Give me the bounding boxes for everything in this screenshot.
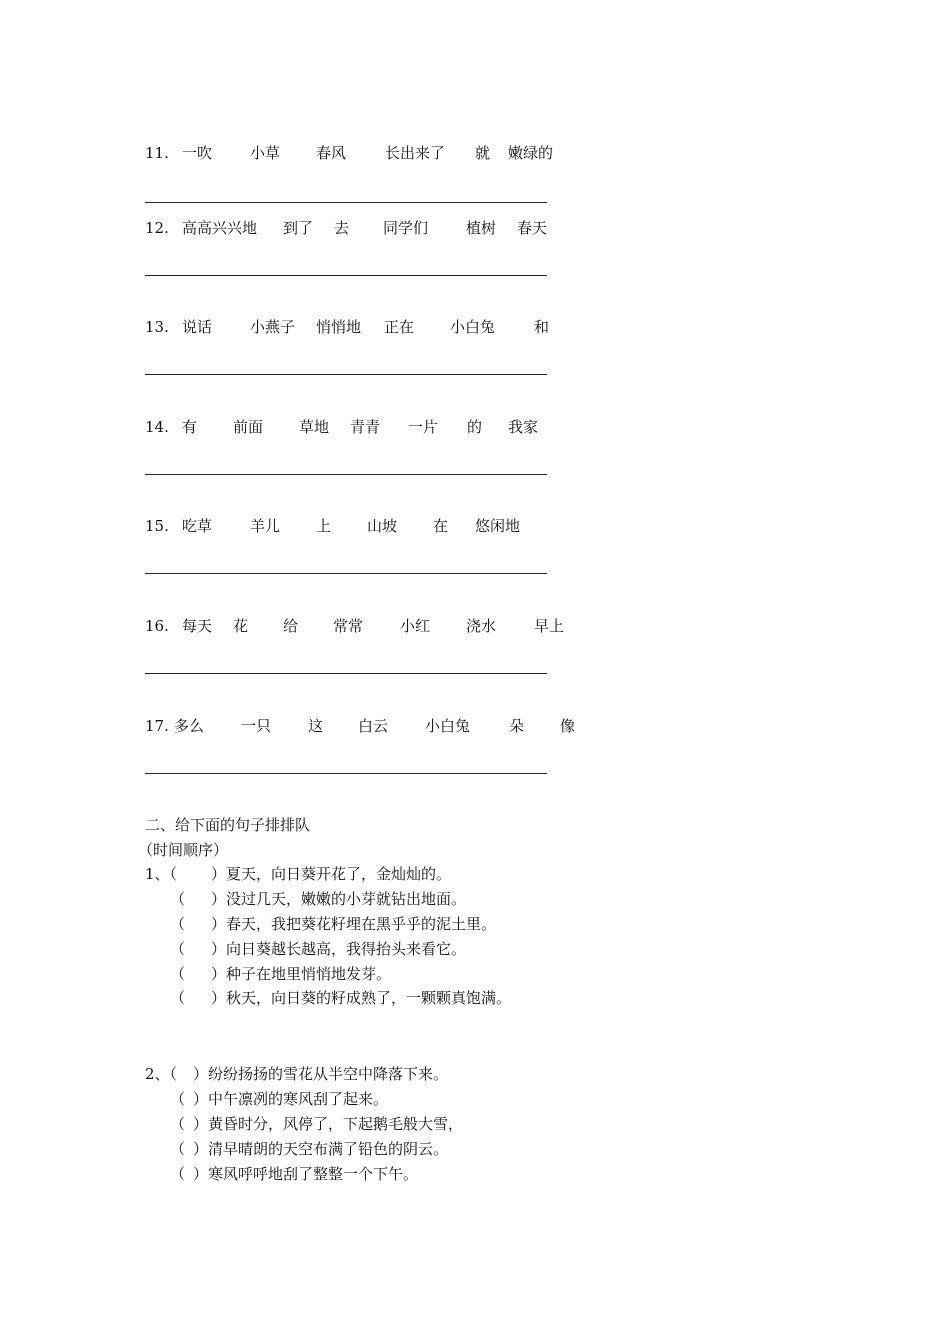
word: 一吹 bbox=[182, 144, 213, 162]
word: 到了 bbox=[283, 219, 314, 237]
open-paren: （ bbox=[170, 989, 186, 1007]
sentence: 黄昏时分，风停了，下起鹅毛般大雪， bbox=[208, 1115, 464, 1133]
word: 春天 bbox=[517, 219, 548, 237]
word: 在 bbox=[433, 517, 449, 535]
word: 就 bbox=[475, 144, 491, 162]
sentence: 中午凛冽的寒风刮了起来。 bbox=[208, 1090, 389, 1108]
word: 这 bbox=[308, 717, 324, 735]
answer-line bbox=[145, 275, 547, 276]
word: 像 bbox=[560, 717, 576, 735]
group2-prefix: 2、（ bbox=[145, 1065, 178, 1083]
group1-item bbox=[211, 988, 511, 1008]
word: 悄悄地 bbox=[316, 318, 362, 336]
open-paren: （ bbox=[170, 915, 186, 933]
close-paren: ） bbox=[193, 1065, 209, 1083]
sentence: 春天，我把葵花籽埋在黑乎乎的泥土里。 bbox=[226, 915, 497, 933]
open-paren: （ bbox=[170, 1090, 186, 1108]
open-paren: （ bbox=[170, 890, 186, 908]
word: 的 bbox=[467, 418, 483, 436]
question-number: 17. bbox=[145, 717, 169, 735]
sentence: 没过几天，嫩嫩的小芽就钻出地面。 bbox=[226, 890, 467, 908]
sentence: 秋天，向日葵的籽成熟了，一颗颗真饱满。 bbox=[226, 989, 512, 1007]
question-number: 14. bbox=[145, 418, 169, 436]
question-number: 12. bbox=[145, 219, 169, 237]
word: 小白兔 bbox=[450, 318, 496, 336]
word: 每天 bbox=[182, 617, 213, 635]
close-paren: ） bbox=[193, 1090, 209, 1108]
question-number: 16. bbox=[145, 617, 169, 635]
sentence: 纷纷扬扬的雪花从半空中降落下来。 bbox=[208, 1065, 449, 1083]
word: 小红 bbox=[400, 617, 431, 635]
word: 浇水 bbox=[466, 617, 497, 635]
word: 一片 bbox=[408, 418, 439, 436]
word: 植树 bbox=[466, 219, 497, 237]
word: 我家 bbox=[508, 418, 539, 436]
group1-item bbox=[211, 864, 451, 884]
answer-line bbox=[145, 202, 547, 203]
group2-item bbox=[193, 1164, 418, 1184]
word: 同学们 bbox=[383, 219, 429, 237]
word: 给 bbox=[283, 617, 299, 635]
word: 去 bbox=[334, 219, 350, 237]
group1-item bbox=[211, 889, 466, 909]
close-paren: ） bbox=[211, 890, 227, 908]
word: 白云 bbox=[358, 717, 389, 735]
group2-item bbox=[193, 1064, 448, 1084]
word: 和 bbox=[534, 318, 550, 336]
open-paren: （ bbox=[170, 965, 186, 983]
word: 前面 bbox=[233, 418, 264, 436]
word: 嫩绿的 bbox=[508, 144, 554, 162]
word: 悠闲地 bbox=[475, 517, 521, 535]
sentence: 夏天，向日葵开花了，金灿灿的。 bbox=[226, 865, 452, 883]
word: 花 bbox=[233, 617, 249, 635]
word: 长出来了 bbox=[385, 144, 446, 162]
close-paren: ） bbox=[211, 989, 227, 1007]
group1-item bbox=[211, 939, 466, 959]
question-number: 13. bbox=[145, 318, 169, 336]
close-paren: ） bbox=[211, 965, 227, 983]
word: 小燕子 bbox=[250, 318, 296, 336]
group1-row bbox=[145, 864, 177, 884]
word: 多么 bbox=[174, 717, 205, 735]
word: 正在 bbox=[384, 318, 415, 336]
group2-item bbox=[193, 1114, 463, 1134]
word: 青青 bbox=[350, 418, 381, 436]
word: 草地 bbox=[299, 418, 330, 436]
section-title: 二、给下面的句子排排队 bbox=[145, 816, 311, 834]
sentence: 寒风呼呼地刮了整整一个下午。 bbox=[208, 1165, 419, 1183]
answer-line bbox=[145, 573, 547, 574]
open-paren: （ bbox=[170, 1140, 186, 1158]
question-number: 15. bbox=[145, 517, 169, 535]
close-paren: ） bbox=[193, 1140, 209, 1158]
word: 早上 bbox=[534, 617, 565, 635]
group2-item bbox=[193, 1139, 448, 1159]
close-paren: ） bbox=[193, 1165, 209, 1183]
section-subtitle: （时间顺序） bbox=[138, 841, 229, 859]
word: 朵 bbox=[509, 717, 525, 735]
close-paren: ） bbox=[211, 865, 227, 883]
word: 一只 bbox=[241, 717, 272, 735]
word: 高高兴兴地 bbox=[182, 219, 258, 237]
answer-line bbox=[145, 474, 547, 475]
answer-line bbox=[145, 374, 547, 375]
open-paren: （ bbox=[170, 940, 186, 958]
question-number: 11. bbox=[145, 144, 169, 162]
word: 有 bbox=[182, 418, 198, 436]
word: 上 bbox=[316, 517, 332, 535]
answer-line bbox=[145, 773, 547, 774]
close-paren: ） bbox=[211, 915, 227, 933]
group1-item bbox=[211, 964, 391, 984]
word: 春风 bbox=[316, 144, 347, 162]
answer-line bbox=[145, 673, 547, 674]
word: 羊儿 bbox=[250, 517, 281, 535]
word: 小白兔 bbox=[425, 717, 471, 735]
word: 山坡 bbox=[367, 517, 398, 535]
close-paren: ） bbox=[193, 1115, 209, 1133]
sentence: 向日葵越长越高，我得抬头来看它。 bbox=[226, 940, 467, 958]
group2-item bbox=[193, 1089, 388, 1109]
word: 小草 bbox=[250, 144, 281, 162]
sentence: 清早晴朗的天空布满了铅色的阴云。 bbox=[208, 1140, 449, 1158]
close-paren: ） bbox=[211, 940, 227, 958]
group1-item bbox=[211, 914, 496, 934]
sentence: 种子在地里悄悄地发芽。 bbox=[226, 965, 392, 983]
word: 常常 bbox=[333, 617, 364, 635]
word: 说话 bbox=[182, 318, 213, 336]
open-paren: （ bbox=[170, 1165, 186, 1183]
open-paren: （ bbox=[170, 1115, 186, 1133]
word: 吃草 bbox=[182, 517, 213, 535]
group1-prefix: 1、（ bbox=[145, 865, 178, 883]
